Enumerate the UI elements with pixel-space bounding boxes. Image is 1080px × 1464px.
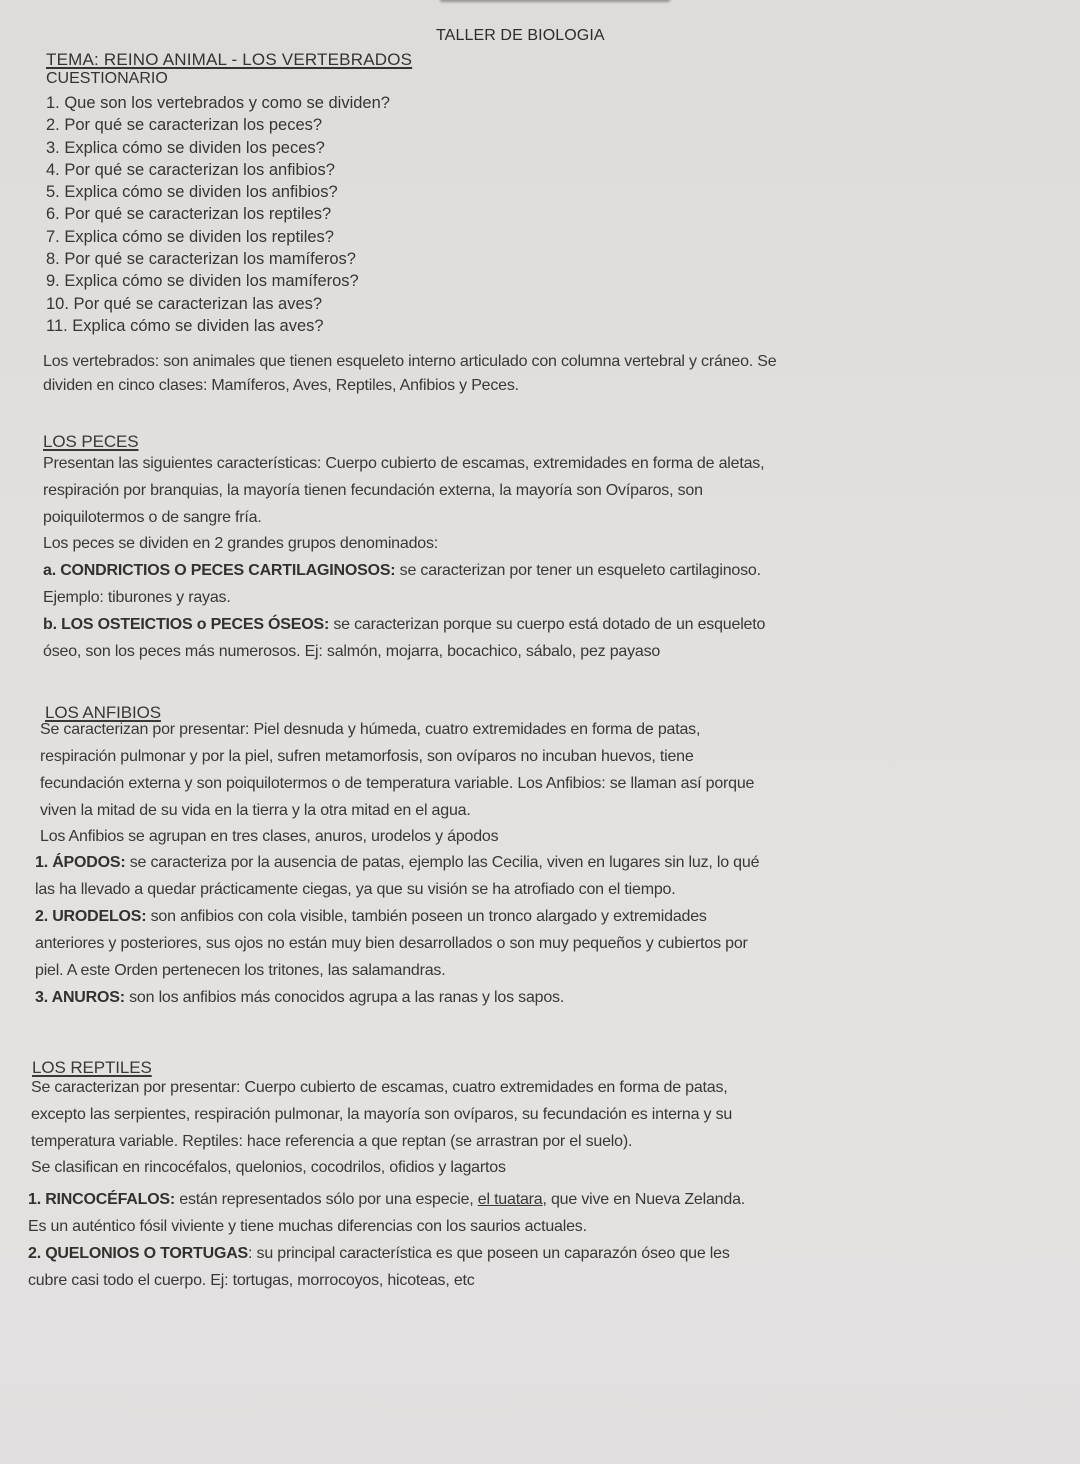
- question-item: 1. Que son los vertebrados y como se dividen?: [46, 94, 390, 112]
- intro-line: dividen en cinco clases: Mamíferos, Aves, Reptiles, Anfibios y Peces.: [43, 377, 519, 394]
- amphibian-order: [35, 849, 759, 876]
- reptile-order-text: que vive en Nueva Zelanda.: [546, 1191, 746, 1208]
- amphibian-order-text: son anfibios con cola visible, también poseen un tronco alargado y extremidades: [146, 908, 707, 925]
- reptile-order: [28, 1186, 745, 1213]
- fish-group: [43, 557, 765, 584]
- question-item: 3. Explica cómo se dividen los peces?: [46, 138, 325, 157]
- reptile-order-continuation: Es un auténtico fósil viviente y tiene muchas diferencias con los saurios actuales.: [28, 1218, 587, 1235]
- fish-group-text: se caracterizan por tener un esqueleto cartilaginoso.: [395, 562, 761, 579]
- reptile-order-text: : su principal característica es que poseen un caparazón óseo que les: [248, 1245, 730, 1262]
- question-item: 6. Por qué se caracterizan los reptiles?: [46, 205, 332, 224]
- fish-group-label: b. LOS OSTEICTIOS o PECES ÓSEOS:: [43, 616, 330, 633]
- amphibian-orders: [35, 849, 759, 1011]
- reptiles-line: excepto las serpientes, respiración pulmonar, la mayoría son ovíparos, su fecundación es interna y su: [31, 1106, 733, 1123]
- fish-group: [43, 611, 765, 638]
- fish-line: respiración por branquias, la mayoría tienen fecundación externa, la mayoría son Ovíparos, son: [43, 482, 703, 499]
- section-heading-fish: LOS PECES: [43, 432, 139, 451]
- section-heading-reptiles: LOS REPTILES: [32, 1058, 152, 1077]
- amphibian-order-continuation: las ha llevado a quedar prácticamente ciegas, ya que su visión se ha atrofiado con el tiempo.: [35, 881, 676, 898]
- amphibian-order-continuation: piel. A este Orden pertenecen los tritones, las salamandras.: [35, 962, 446, 979]
- section-heading-amphibians: LOS ANFIBIOS: [45, 703, 161, 722]
- reptile-order-text: están representados sólo por una especie,: [175, 1191, 478, 1208]
- fish-line: Los peces se dividen en 2 grandes grupos denominados:: [43, 535, 439, 552]
- workshop-title: TALLER DE BIOLOGIA: [436, 27, 605, 44]
- amphibians-paragraph: [40, 716, 754, 849]
- amphibian-order-label: 1. ÁPODOS:: [35, 854, 126, 871]
- question-item: 2. Por qué se caracterizan los peces?: [46, 116, 323, 135]
- amphibians-line: Se caracterizan por presentar: Piel desnuda y húmeda, cuatro extremidades en forma de patas,: [40, 721, 701, 738]
- fish-group-label: a. CONDRICTIOS O PECES CARTILAGINOSOS:: [43, 562, 396, 579]
- reptiles-line: Se clasifican en rincocéfalos, quelonios, cocodrilos, ofidios y lagartos: [31, 1159, 506, 1176]
- amphibian-order-continuation: anteriores y posteriores, sus ojos no están muy bien desarrollados o son muy pequeños y cubiertos por: [35, 935, 748, 952]
- fish-paragraph: [43, 450, 765, 665]
- amphibian-order-label: 2. URODELOS:: [35, 908, 147, 925]
- question-list: [46, 92, 390, 337]
- tuatara-underlined: el tuatara,: [477, 1191, 547, 1208]
- amphibian-order-text: se caracteriza por la ausencia de patas, ejemplo las Cecilia, viven en lugares sin luz, lo qué: [125, 854, 760, 871]
- amphibians-line: Los Anfibios se agrupan en tres clases, anuros, urodelos y ápodos: [40, 828, 499, 845]
- reptile-order-continuation: cubre casi todo el cuerpo. Ej: tortugas, morrocoyos, hicoteas, etc: [28, 1272, 475, 1289]
- question-item: 4. Por qué se caracterizan los anfibios?: [46, 160, 335, 179]
- question-item: 11. Explica cómo se dividen las aves?: [46, 316, 324, 335]
- question-item: 5. Explica cómo se dividen los anfibios?: [46, 183, 338, 202]
- question-item: 7. Explica cómo se dividen los reptiles?: [46, 227, 334, 246]
- reptile-order: [28, 1240, 745, 1267]
- intro-line: Los vertebrados: son animales que tienen esqueleto interno articulado con columna vertebral y cráneo. Se: [43, 353, 777, 370]
- amphibians-line: viven la mitad de su vida en la tierra y la otra mitad en el agua.: [40, 802, 471, 819]
- amphibians-line: fecundación externa y son poiquilotermos o de temperatura variable. Los Anfibios: se llaman así porque: [40, 775, 755, 792]
- question-item: 10. Por qué se caracterizan las aves?: [46, 294, 323, 313]
- reptile-orders: [28, 1186, 745, 1294]
- topic-heading: TEMA: REINO ANIMAL - LOS VERTEBRADOS: [46, 50, 413, 69]
- reptile-order-label: 1. RINCOCÉFALOS:: [28, 1191, 176, 1208]
- amphibians-line: respiración pulmonar y por la piel, sufren metamorfosis, son ovíparos no incuban huevos, tiene: [40, 748, 694, 765]
- question-item: 9. Explica cómo se dividen los mamíferos?: [46, 272, 359, 291]
- fish-line: Presentan las siguientes características: Cuerpo cubierto de escamas, extremidades en forma de aletas,: [43, 455, 765, 472]
- amphibian-order: [35, 984, 759, 1011]
- reptiles-line: temperatura variable. Reptiles: hace referencia a que reptan (se arrastran por el suelo).: [31, 1133, 633, 1150]
- question-item: 8. Por qué se caracterizan los mamíferos?: [46, 250, 356, 269]
- fish-group-continuation: óseo, son los peces más numerosos. Ej: salmón, mojarra, bocachico, sábalo, pez payaso: [43, 643, 661, 660]
- reptile-order-label: 2. QUELONIOS O TORTUGAS: [28, 1245, 249, 1262]
- amphibian-order-text: son los anfibios más conocidos agrupa a las ranas y los sapos.: [124, 989, 565, 1006]
- intro-paragraph: [43, 350, 776, 398]
- questionnaire-title: CUESTIONARIO: [46, 70, 168, 87]
- fish-group-text: se caracterizan porque su cuerpo está dotado de un esqueleto: [329, 616, 766, 633]
- fish-group-continuation: Ejemplo: tiburones y rayas.: [43, 589, 231, 606]
- amphibian-order: [35, 903, 759, 930]
- reptiles-line: Se caracterizan por presentar: Cuerpo cubierto de escamas, cuatro extremidades en forma de patas,: [31, 1079, 728, 1096]
- amphibian-order-label: 3. ANUROS:: [35, 989, 125, 1006]
- reptiles-paragraph: [31, 1074, 732, 1180]
- fish-line: poiquilotermos o de sangre fría.: [43, 509, 262, 526]
